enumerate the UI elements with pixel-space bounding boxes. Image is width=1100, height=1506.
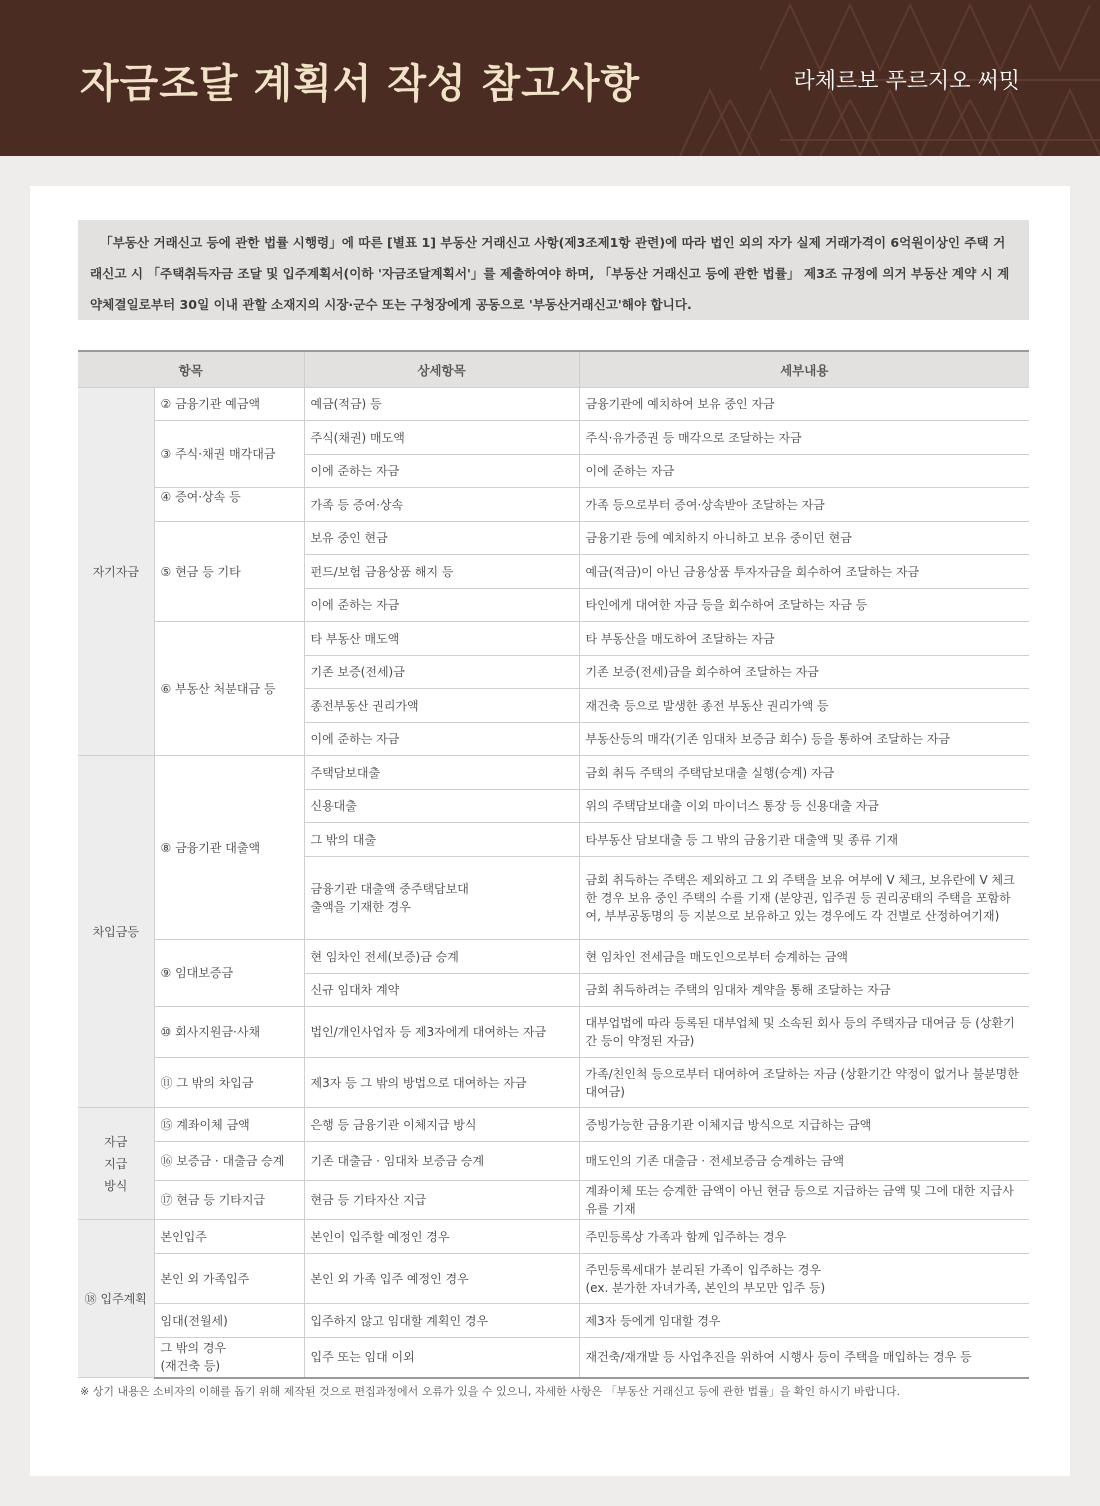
content-cell: 금융기관 등에 예치하지 아니하고 보유 중이던 현금 [579,522,1029,555]
sub-item-gift: ④ 증여·상속 등 [154,488,304,522]
content-cell: 주민등록세대가 분리된 가족이 입주하는 경우 (ex. 분가한 자녀가족, 본인의 부모만 입주 등) [579,1254,1029,1304]
content-cell: 예금(적금)이 아닌 금융상품 투자자금을 회수하여 조달하는 자금 [579,555,1029,589]
content-cell: 가족 등으로부터 증여·상속받아 조달하는 자금 [579,488,1029,522]
content-cell: 계좌이체 또는 승계한 금액이 아닌 현금 등으로 지급하는 금액 및 그에 대한 지급사유를 기재 [579,1181,1029,1220]
category-borrowed: 차입금등 [78,756,154,1108]
sub-item-rent: 임대(전월세) [154,1304,304,1338]
detail-cell: 이에 준하는 자금 [304,455,579,488]
detail-cell: 보유 중인 현금 [304,522,579,555]
detail-cell: 제3자 등 그 밖의 방법으로 대여하는 자금 [304,1058,579,1108]
category-payment: 자금 지급 방식 [78,1108,154,1220]
detail-cell: 주택담보대출 [304,756,579,790]
sub-item-family: 본인 외 가족입주 [154,1254,304,1304]
sub-item-lease: ⑨ 임대보증금 [154,940,304,1007]
detail-cell: 가족 등 증여·상속 [304,488,579,522]
content-cell: 재건축/재개발 등 사업추진을 위하여 시행사 등이 주택을 매입하는 경우 등 [579,1338,1029,1378]
detail-cell: 현금 등 기타자산 지급 [304,1181,579,1220]
content-cell: 타부동산 담보대출 등 그 밖의 금융기관 대출액 및 종류 기재 [579,823,1029,857]
sub-item-company: ⑩ 회사지원금·사채 [154,1007,304,1058]
page-title: 자금조달 계획서 작성 참고사항 [80,61,641,107]
detail-cell: 그 밖의 대출 [304,823,579,857]
content-cell: 증빙가능한 금융기관 이체지급 방식으로 지급하는 금액 [579,1108,1029,1142]
sub-item-cash-pay: ⑰ 현금 등 기타지급 [154,1181,304,1220]
header-detail: 상세항목 [304,351,579,388]
content-cell: 주민등록상 가족과 함께 입주하는 경우 [579,1220,1029,1254]
category-move-in: ⑱ 입주계획 [78,1220,154,1378]
detail-cell: 이에 준하는 자금 [304,723,579,756]
sub-item-deposit: ② 금융기관 예금액 [154,388,304,421]
content-cell: 금회 취득하려는 주택의 임대차 계약을 통해 조달하는 자금 [579,974,1029,1007]
content-panel [30,186,1070,1476]
detail-cell: 기존 보증(전세)금 [304,656,579,689]
detail-cell: 입주하지 않고 임대할 계획인 경우 [304,1304,579,1338]
sub-item-etc: 그 밖의 경우 (재건축 등) [154,1338,304,1378]
detail-cell: 기존 대출금 · 임대차 보증금 승계 [304,1142,579,1181]
content-cell: 타 부동산을 매도하여 조달하는 자금 [579,622,1029,656]
content-cell: 매도인의 기존 대출금 · 전세보증금 승계하는 금액 [579,1142,1029,1181]
sub-item-other-borrow: ⑪ 그 밖의 차입금 [154,1058,304,1108]
header-item: 항목 [78,351,304,388]
content-cell: 이에 준하는 자금 [579,455,1029,488]
content-cell: 금융기관에 예치하여 보유 중인 자금 [579,388,1029,421]
detail-cell: 은행 등 금융기관 이체지급 방식 [304,1108,579,1142]
sub-item-transfer: ⑮ 계좌이체 금액 [154,1108,304,1142]
detail-cell: 신규 임대차 계약 [304,974,579,1007]
content-cell: 금회 취득하는 주택은 제외하고 그 외 주택을 보유 여부에 V 체크, 보유란에 V 체크한 경우 보유 중인 주택의 수를 기재 (분양권, 입주권 등 권리공태의 주택을 포함하여, 부부공동명의 등 지분으로 보유하고 있는 경우에도 각 건별로 산정하여기재) [579,857,1029,940]
content-cell: 현 임차인 전세금을 매도인으로부터 승계하는 금액 [579,940,1029,974]
reference-table-wrapper [78,350,1029,1379]
detail-cell: 펀드/보험 금융상품 해지 등 [304,555,579,589]
content-cell: 기존 보증(전세)금을 회수하여 조달하는 자금 [579,656,1029,689]
detail-cell: 금융기관 대출액 중주택담보대 출액을 기재한 경우 [304,857,579,940]
sub-item-stock: ③ 주식·채권 매각대금 [154,421,304,488]
content-cell: 재건축 등으로 발생한 종전 부동산 권리가액 등 [579,689,1029,723]
brand-name: 라체르보 푸르지오 써밋 [793,69,1020,94]
content-cell: 타인에게 대여한 자금 등을 회수하여 조달하는 자금 등 [579,589,1029,622]
sub-item-cash: ⑤ 현금 등 기타 [154,522,304,622]
detail-cell: 법인/개인사업자 등 제3자에게 대여하는 자금 [304,1007,579,1058]
detail-cell: 이에 준하는 자금 [304,589,579,622]
content-cell: 위의 주택담보대출 이외 마이너스 통장 등 신용대출 자금 [579,790,1029,823]
detail-cell: 현 임차인 전세(보증)금 승계 [304,940,579,974]
sub-item-self: 본인입주 [154,1220,304,1254]
content-cell: 부동산등의 매각(기존 임대차 보증금 회수) 등을 통하여 조달하는 자금 [579,723,1029,756]
detail-cell: 종전부동산 권리가액 [304,689,579,723]
content-cell: 가족/친인척 등으로부터 대여하여 조달하는 자금 (상환기간 약정이 없거나 불분명한 대여금) [579,1058,1029,1108]
sub-item-realestate: ⑥ 부동산 처분대금 등 [154,622,304,756]
detail-cell: 예금(적금) 등 [304,388,579,421]
sub-item-loan: ⑧ 금융기관 대출액 [154,756,304,940]
detail-cell: 입주 또는 임대 이외 [304,1338,579,1378]
footnote: ※ 상기 내용은 소비자의 이해를 돕기 위해 제작된 것으로 편집과정에서 오류가 있을 수 있으니, 자세한 사항은 「부동산 거래신고 등에 관한 법률」을 확인 하시기 바랍니다. [80,1385,900,1398]
category-own-funds: 자기자금 [78,388,154,756]
detail-cell: 본인이 입주할 예정인 경우 [304,1220,579,1254]
detail-cell: 타 부동산 매도액 [304,622,579,656]
intro-notice: 「부동산 거래신고 등에 관한 법률 시행령」에 따른 [별표 1] 부동산 거래신고 사항(제3조제1항 관련)에 따라 법인 외의 자가 실제 거래가격이 6억원이상인 주택 거래신고 시 「주택취득자금 조달 및 입주계획서(이하 '자금조달계획서'」를 제출하여야 하며, 「부동산 거래신고 등에 관한 법률」 제3조 규정에 의거 부동산 계약 시 계약체결일로부터 30일 이내 관할 소재지의 시장·군수 또는 구청장에게 공동으로 '부동산거래신고'해야 합니다. [78,220,1029,320]
reference-table [78,350,1029,1379]
header-content: 세부내용 [579,351,1029,388]
detail-cell: 본인 외 가족 입주 예정인 경우 [304,1254,579,1304]
content-cell: 금회 취득 주택의 주택담보대출 실행(승계) 자금 [579,756,1029,790]
sub-item-assume: ⑯ 보증금 · 대출금 승계 [154,1142,304,1181]
detail-cell: 신용대출 [304,790,579,823]
detail-cell: 주식(채권) 매도액 [304,421,579,455]
content-cell: 제3자 등에게 임대할 경우 [579,1304,1029,1338]
content-cell: 주식·유가증권 등 매각으로 조달하는 자금 [579,421,1029,455]
page-header [0,0,1100,156]
content-cell: 대부업법에 따라 등록된 대부업체 및 소속된 회사 등의 주택자금 대여금 등 (상환기간 등이 약정된 자금) [579,1007,1029,1058]
